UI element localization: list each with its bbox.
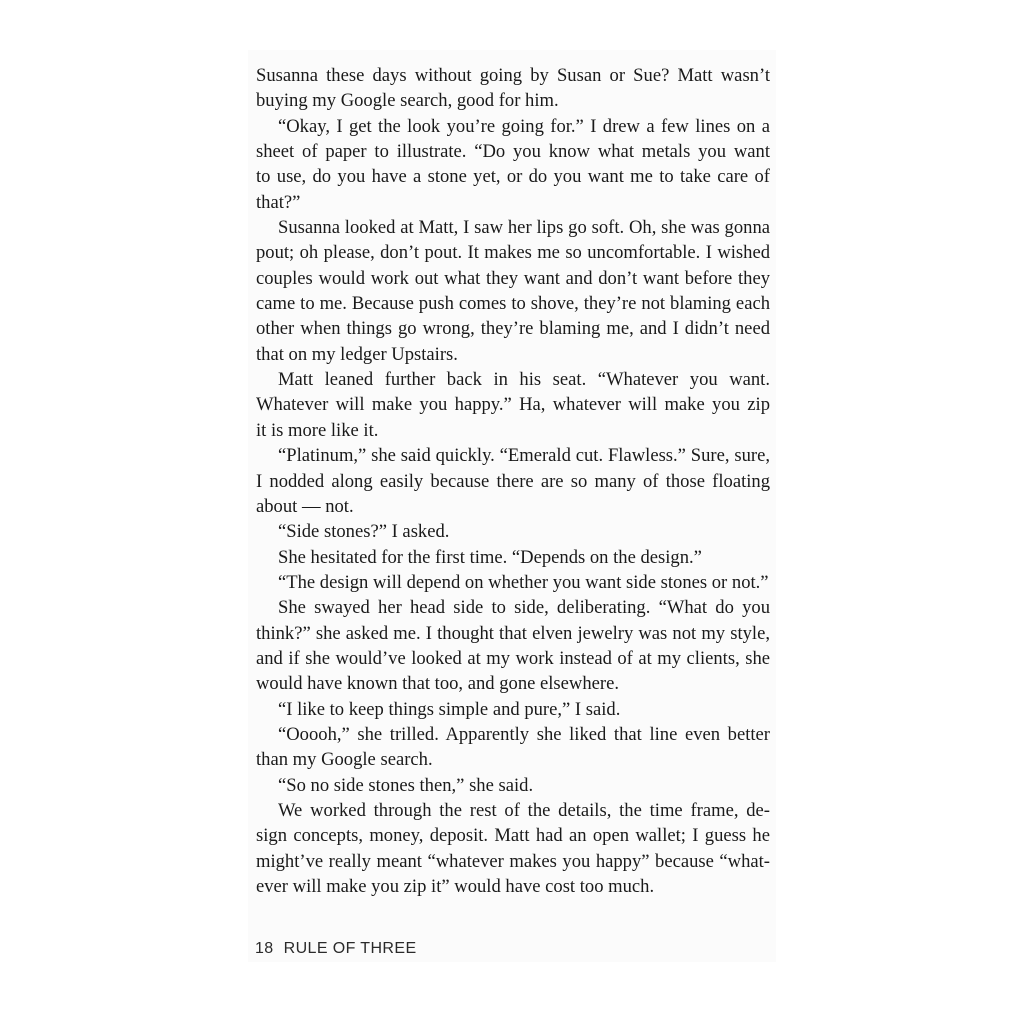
text-line: might’ve really meant “whatever makes you happy” because “what- xyxy=(256,850,770,872)
text-line: “Okay, I get the look you’re going for.” I drew a few lines on a xyxy=(278,115,770,137)
text-line: “Ooooh,” she trilled. Apparently she liked that line even better xyxy=(278,723,770,745)
text-line: came to me. Because push comes to shove, they’re not blaming each xyxy=(256,293,770,315)
book-page xyxy=(248,50,776,962)
text-line: would have known that too, and gone elsewhere. xyxy=(256,673,619,695)
text-line: sign concepts, money, deposit. Matt had an open wallet; I guess he xyxy=(256,825,770,847)
text-line: that on my ledger Upstairs. xyxy=(256,343,458,365)
text-line: about — not. xyxy=(256,495,354,517)
text-line: Susanna looked at Matt, I saw her lips go soft. Oh, she was gonna xyxy=(278,217,770,239)
text-line: than my Google search. xyxy=(256,749,433,771)
text-line: “Platinum,” she said quickly. “Emerald cut. Flawless.” Sure, sure, xyxy=(278,445,770,467)
body-text xyxy=(256,63,770,899)
text-line: couples would work out what they want and don’t want before they xyxy=(256,267,770,289)
text-line: “I like to keep things simple and pure,” I said. xyxy=(278,698,621,720)
text-line: ever will make you zip it” would have cost too much. xyxy=(256,876,655,897)
text-line: “So no side stones then,” she said. xyxy=(278,774,534,796)
text-line: Whatever will make you happy.” Ha, whatever will make you zip xyxy=(256,394,770,416)
text-line: I nodded along easily because there are so many of those floating xyxy=(256,470,770,492)
text-line: and if she would’ve looked at my work instead of at my clients, she xyxy=(256,647,770,669)
text-line: buying my Google search, good for him. xyxy=(256,90,559,112)
text-line: She hesitated for the first time. “Depends on the design.” xyxy=(278,546,702,568)
running-title: RULE OF THREE xyxy=(283,940,417,957)
text-line: think?” she asked me. I thought that elven jewelry was not my style, xyxy=(256,622,770,644)
text-line: “Side stones?” I asked. xyxy=(278,521,450,543)
text-line: that?” xyxy=(256,191,301,213)
text-line: to use, do you have a stone yet, or do you want me to take care of xyxy=(256,166,770,188)
text-line: She swayed her head side to side, deliberating. “What do you xyxy=(278,597,770,619)
text-line: pout; oh please, don’t pout. It makes me so uncomfortable. I wished xyxy=(256,242,770,264)
text-line: other when things go wrong, they’re blaming me, and I didn’t need xyxy=(256,318,770,340)
page-number: 18 xyxy=(255,940,274,957)
page-footer xyxy=(255,940,417,958)
text-line: We worked through the rest of the details, the time frame, de- xyxy=(278,799,770,821)
text-line: Susanna these days without going by Susan or Sue? Matt wasn’t xyxy=(256,65,770,86)
text-line: sheet of paper to illustrate. “Do you know what metals you want xyxy=(256,141,770,163)
text-line: “The design will depend on whether you want side stones or not.” xyxy=(278,571,769,593)
text-line: it is more like it. xyxy=(256,419,379,441)
text-line: Matt leaned further back in his seat. “Whatever you want. xyxy=(278,369,770,391)
